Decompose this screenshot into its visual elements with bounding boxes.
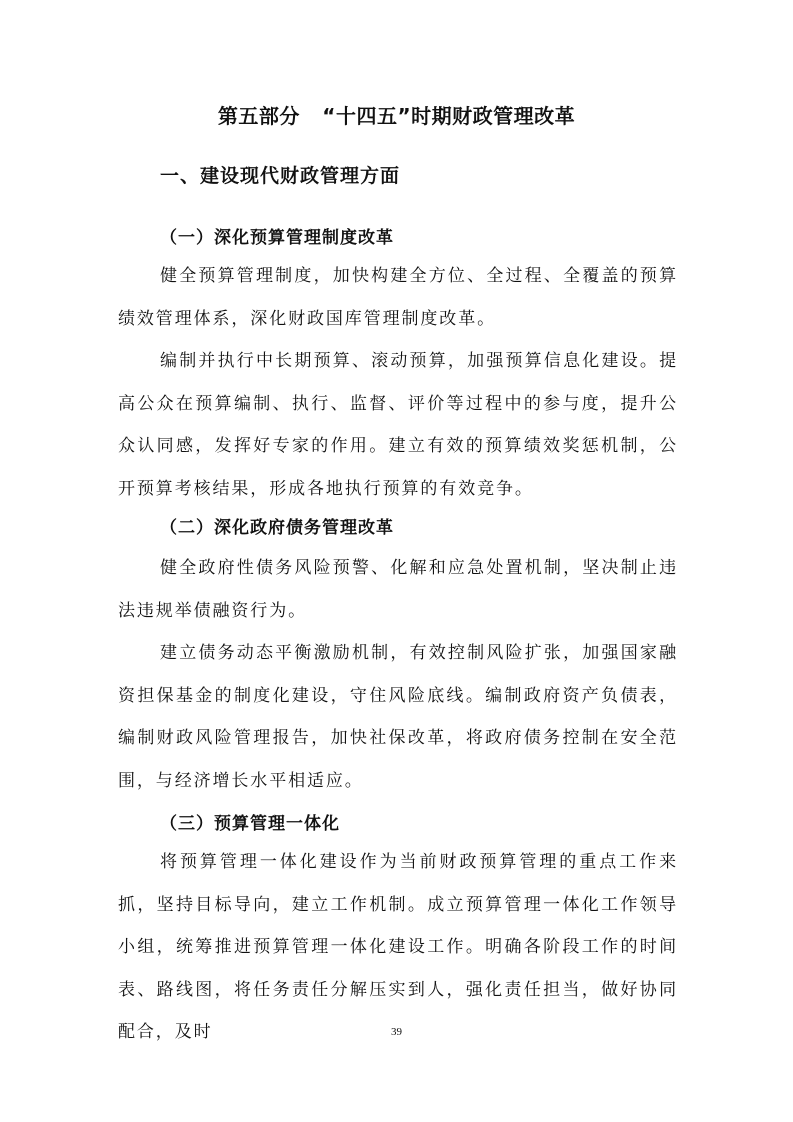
page-number: 39 bbox=[391, 1026, 402, 1038]
subsection-heading-budget-integration: （三）预算管理一体化 bbox=[160, 814, 340, 834]
document-title: 第五部分 “十四五”时期财政管理改革 bbox=[217, 104, 576, 128]
paragraph-debt-risk-warning: 健全政府性债务风险预警、化解和应急处置机制，坚决制止违法违规举债融资行为。 bbox=[118, 558, 678, 621]
paragraph-budget-integration: 将预算管理一体化建设作为当前财政预算管理的重点工作来抓，坚持目标导向，建立工作机制。成立预算管理一体化工作领导小组，统筹推进预算管理一体化建设工作。明确各阶段工作的时间表、路线图，将任务责任分解压实到人，强化责任担当，做好协同配合，及时 bbox=[118, 852, 678, 1042]
subsection-heading-budget-reform: （一）深化预算管理制度改革 bbox=[160, 228, 394, 248]
paragraph-mid-term-budget: 编制并执行中长期预算、滚动预算，加强预算信息化建设。提高公众在预算编制、执行、监督、评价等过程中的参与度，提升公众认同感，发挥好专家的作用。建立有效的预算绩效奖惩机制，公开预算考核结果，形成各地执行预算的有效竞争。 bbox=[118, 351, 678, 499]
subsection-heading-debt-reform: （二）深化政府债务管理改革 bbox=[160, 518, 394, 538]
paragraph-debt-balance: 建立债务动态平衡激励机制，有效控制风险扩张，加强国家融资担保基金的制度化建设，守住风险底线。编制政府资产负债表，编制财政风险管理报告，加快社保改革，将政府债务控制在安全范围，与经济增长水平相适应。 bbox=[118, 643, 678, 791]
section-heading-modern-finance: 一、建设现代财政管理方面 bbox=[160, 165, 401, 187]
paragraph-budget-system: 健全预算管理制度，加快构建全方位、全过程、全覆盖的预算绩效管理体系，深化财政国库管理制度改革。 bbox=[118, 266, 678, 329]
